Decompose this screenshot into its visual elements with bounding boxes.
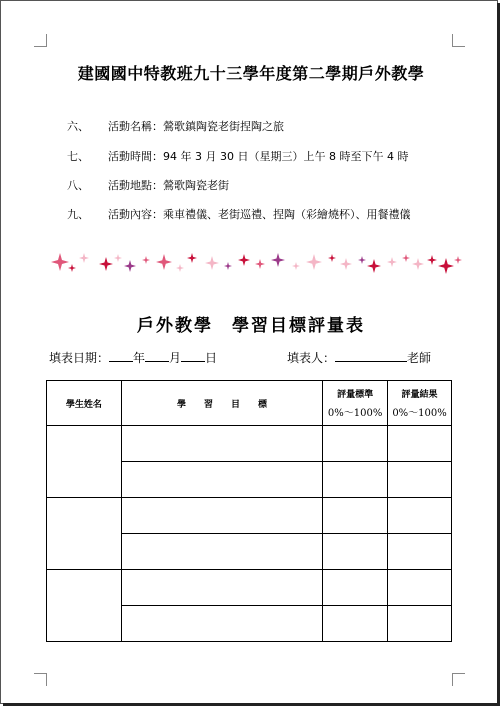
sparkle-star (427, 255, 437, 265)
criterion-cell[interactable] (323, 462, 388, 498)
table-row (47, 498, 452, 534)
result-cell[interactable] (388, 570, 452, 606)
filler-label: 填表人： (287, 351, 336, 365)
goal-cell[interactable] (121, 498, 322, 534)
evaluation-table (46, 380, 452, 642)
result-cell[interactable] (388, 534, 452, 570)
criterion-range: 0%～100% (327, 408, 383, 419)
crop-mark-bottom-right (452, 673, 465, 686)
item-text: 活動時間：94 年 3 月 30 日（星期三）上午 8 時至下午 4 時 (108, 150, 409, 163)
sparkle-star (340, 258, 352, 270)
goal-cell[interactable] (121, 570, 322, 606)
form-title: 戶外教學 學習目標評量表 (137, 316, 365, 336)
sparkle-star (255, 259, 265, 269)
header-student-name: 學生姓名 (47, 381, 122, 426)
goal-cell[interactable] (121, 534, 322, 570)
criterion-label: 評量標準 (337, 390, 374, 400)
sparkle-star (358, 256, 366, 264)
sparkle-star (156, 254, 172, 270)
sparkle-star (412, 258, 424, 270)
month-label: 月 (169, 351, 182, 365)
item-number: 六、 (67, 120, 89, 133)
filler-blank[interactable] (335, 349, 407, 362)
sparkle-star (142, 256, 150, 264)
sparkle-star (99, 257, 113, 271)
criterion-cell[interactable] (323, 534, 388, 570)
header-learning-goal: 學 習 目 標 (121, 381, 322, 426)
sparkle-star (68, 264, 76, 272)
sparkle-star (328, 254, 336, 262)
fill-person-line (287, 349, 431, 366)
sparkle-star (124, 260, 136, 272)
sparkle-star (306, 254, 322, 270)
day-blank[interactable] (181, 349, 205, 362)
item-text: 活動內容：乘車禮儀、老街巡禮、捏陶（彩繪燒杯）、用餐禮儀 (108, 208, 411, 221)
header-criterion (323, 381, 388, 426)
goal-cell[interactable] (121, 462, 322, 498)
sparkle-star (114, 254, 122, 262)
criterion-cell[interactable] (323, 570, 388, 606)
sparkle-star (79, 253, 89, 263)
sparkle-star (292, 262, 300, 270)
criterion-cell[interactable] (323, 498, 388, 534)
day-label: 日 (205, 351, 218, 365)
item-number: 八、 (67, 179, 89, 192)
criterion-cell[interactable] (323, 426, 388, 462)
sparkle-star (454, 256, 462, 264)
crop-mark-top-right (452, 34, 465, 47)
table-row (47, 570, 452, 606)
criterion-cell[interactable] (323, 606, 388, 642)
student-name-cell[interactable] (47, 426, 122, 498)
sparkle-star (176, 264, 184, 272)
year-blank[interactable] (109, 349, 133, 362)
sparkle-star (402, 254, 410, 262)
sparkle-star (51, 253, 69, 271)
student-name-cell[interactable] (47, 498, 122, 570)
item-number: 七、 (67, 150, 89, 163)
sparkle-star (367, 259, 381, 273)
result-cell[interactable] (388, 498, 452, 534)
result-cell[interactable] (388, 462, 452, 498)
goal-cell[interactable] (121, 606, 322, 642)
sparkle-star (205, 256, 219, 270)
sparkle-divider (46, 248, 466, 276)
month-blank[interactable] (145, 349, 169, 362)
teacher-label: 老師 (407, 351, 432, 365)
header-result (388, 381, 452, 426)
student-name-cell[interactable] (47, 570, 122, 642)
sparkle-star (271, 253, 285, 267)
fill-date-line (49, 349, 217, 366)
goal-cell[interactable] (121, 426, 322, 462)
sparkle-star (238, 254, 250, 266)
sparkle-star (438, 258, 454, 274)
sparkle-star (387, 257, 397, 267)
table-row (47, 426, 452, 462)
year-label: 年 (133, 351, 146, 365)
document-title: 建國國中特教班九十三學年度第二學期戶外教學 (77, 64, 425, 83)
result-label: 評量結果 (401, 390, 438, 400)
result-range: 0%～100% (392, 408, 447, 419)
date-label: 填表日期： (49, 351, 110, 365)
sparkle-star (224, 262, 232, 270)
item-text: 活動名稱：鶯歌鎮陶瓷老街捏陶之旅 (108, 120, 284, 133)
crop-mark-top-left (34, 34, 47, 47)
result-cell[interactable] (388, 606, 452, 642)
sparkle-star (187, 253, 197, 263)
result-cell[interactable] (388, 426, 452, 462)
item-text: 活動地點：鶯歌陶瓷老街 (108, 179, 229, 192)
table-header-row (47, 381, 452, 426)
item-number: 九、 (67, 208, 89, 221)
crop-mark-bottom-left (34, 673, 47, 686)
